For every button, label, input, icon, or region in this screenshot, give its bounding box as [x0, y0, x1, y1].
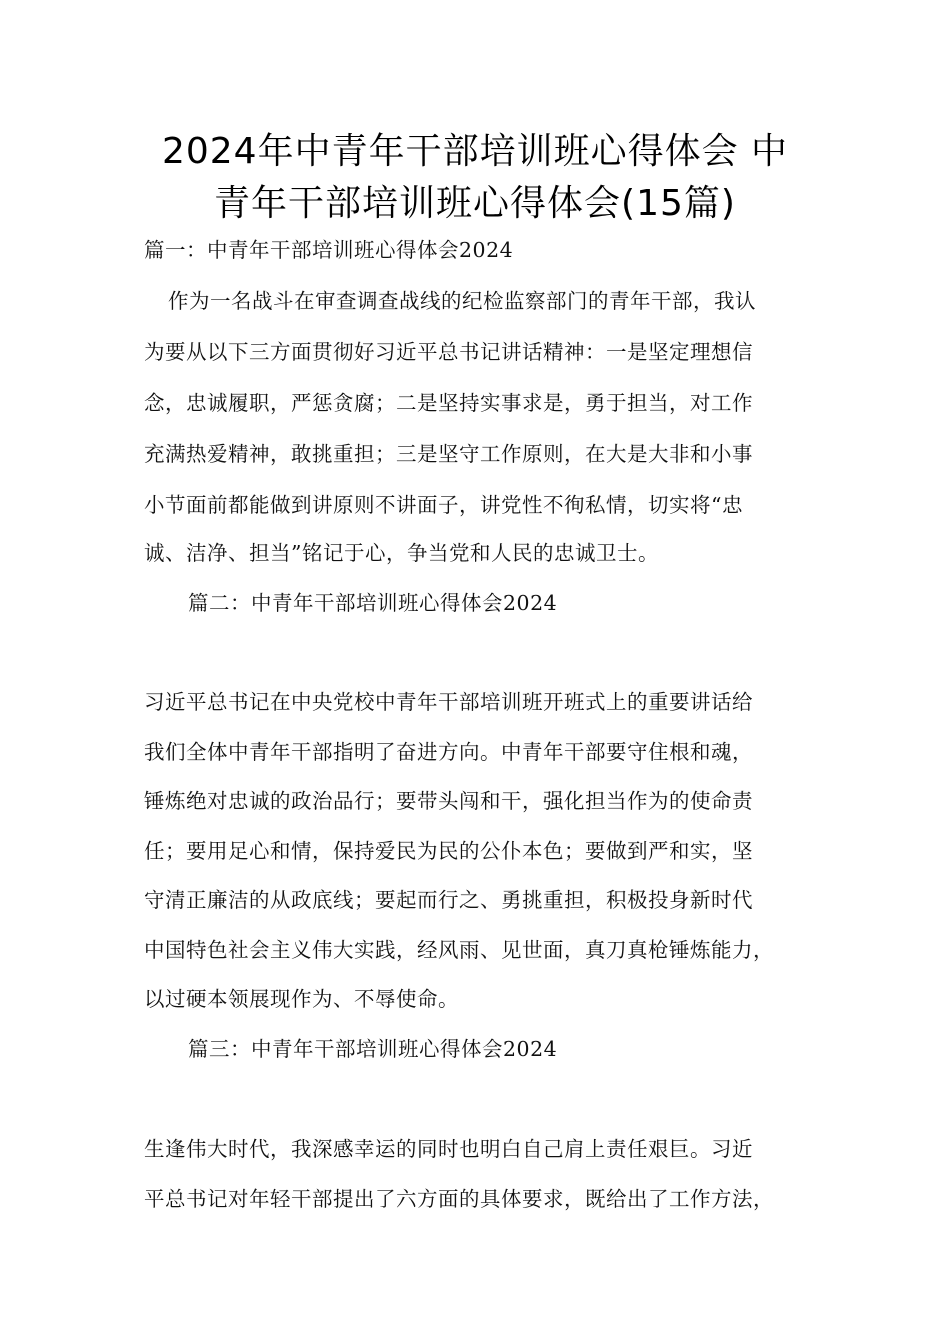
title-line-1: 2024年中青年干部培训班心得体会 中 — [161, 131, 789, 172]
title-line-2: 青年干部培训班心得体会(15篇) — [214, 183, 736, 224]
section-2-line: 中国特色社会主义伟大实践，经风雨、见世面，真刀真枪锤炼能力， — [144, 938, 774, 962]
document-title — [100, 126, 850, 230]
section-2-line: 守清正廉洁的从政底线；要起而行之、勇挑重担，积极投身新时代 — [144, 888, 753, 912]
section-3-line: 生逢伟大时代，我深感幸运的同时也明白自己肩上责任艰巨。习近 — [144, 1137, 753, 1161]
section-1-line: 为要从以下三方面贯彻好习近平总书记讲话精神：一是坚定理想信 — [144, 340, 753, 364]
section-2-line: 我们全体中青年干部指明了奋进方向。中青年干部要守住根和魂， — [144, 740, 753, 764]
section-2-line: 习近平总书记在中央党校中青年干部培训班开班式上的重要讲话给 — [144, 690, 753, 714]
section-3-heading: 篇三：中青年干部培训班心得体会2024 — [188, 1037, 558, 1061]
section-1-line: 作为一名战斗在审查调查战线的纪检监察部门的青年干部，我认 — [168, 289, 756, 313]
section-2-line: 锤炼绝对忠诚的政治品行；要带头闯和干，强化担当作为的使命责 — [144, 789, 753, 813]
section-2-heading: 篇二：中青年干部培训班心得体会2024 — [188, 591, 558, 615]
section-2-line: 以过硬本领展现作为、不辱使命。 — [144, 987, 459, 1011]
section-1-line: 诚、洁净、担当”铭记于心，争当党和人民的忠诚卫士。 — [144, 541, 659, 565]
section-1-line: 小节面前都能做到讲原则不讲面子，讲党性不徇私情，切实将“忠 — [144, 493, 743, 517]
section-1-line: 念，忠诚履职，严惩贪腐；二是坚持实事求是，勇于担当，对工作 — [144, 391, 753, 415]
section-1-heading: 篇一：中青年干部培训班心得体会2024 — [144, 238, 514, 262]
section-2-line: 任；要用足心和情，保持爱民为民的公仆本色；要做到严和实，坚 — [144, 839, 753, 863]
section-3-line: 平总书记对年轻干部提出了六方面的具体要求，既给出了工作方法， — [144, 1187, 774, 1211]
section-1-line: 充满热爱精神，敢挑重担；三是坚守工作原则，在大是大非和小事 — [144, 442, 753, 466]
